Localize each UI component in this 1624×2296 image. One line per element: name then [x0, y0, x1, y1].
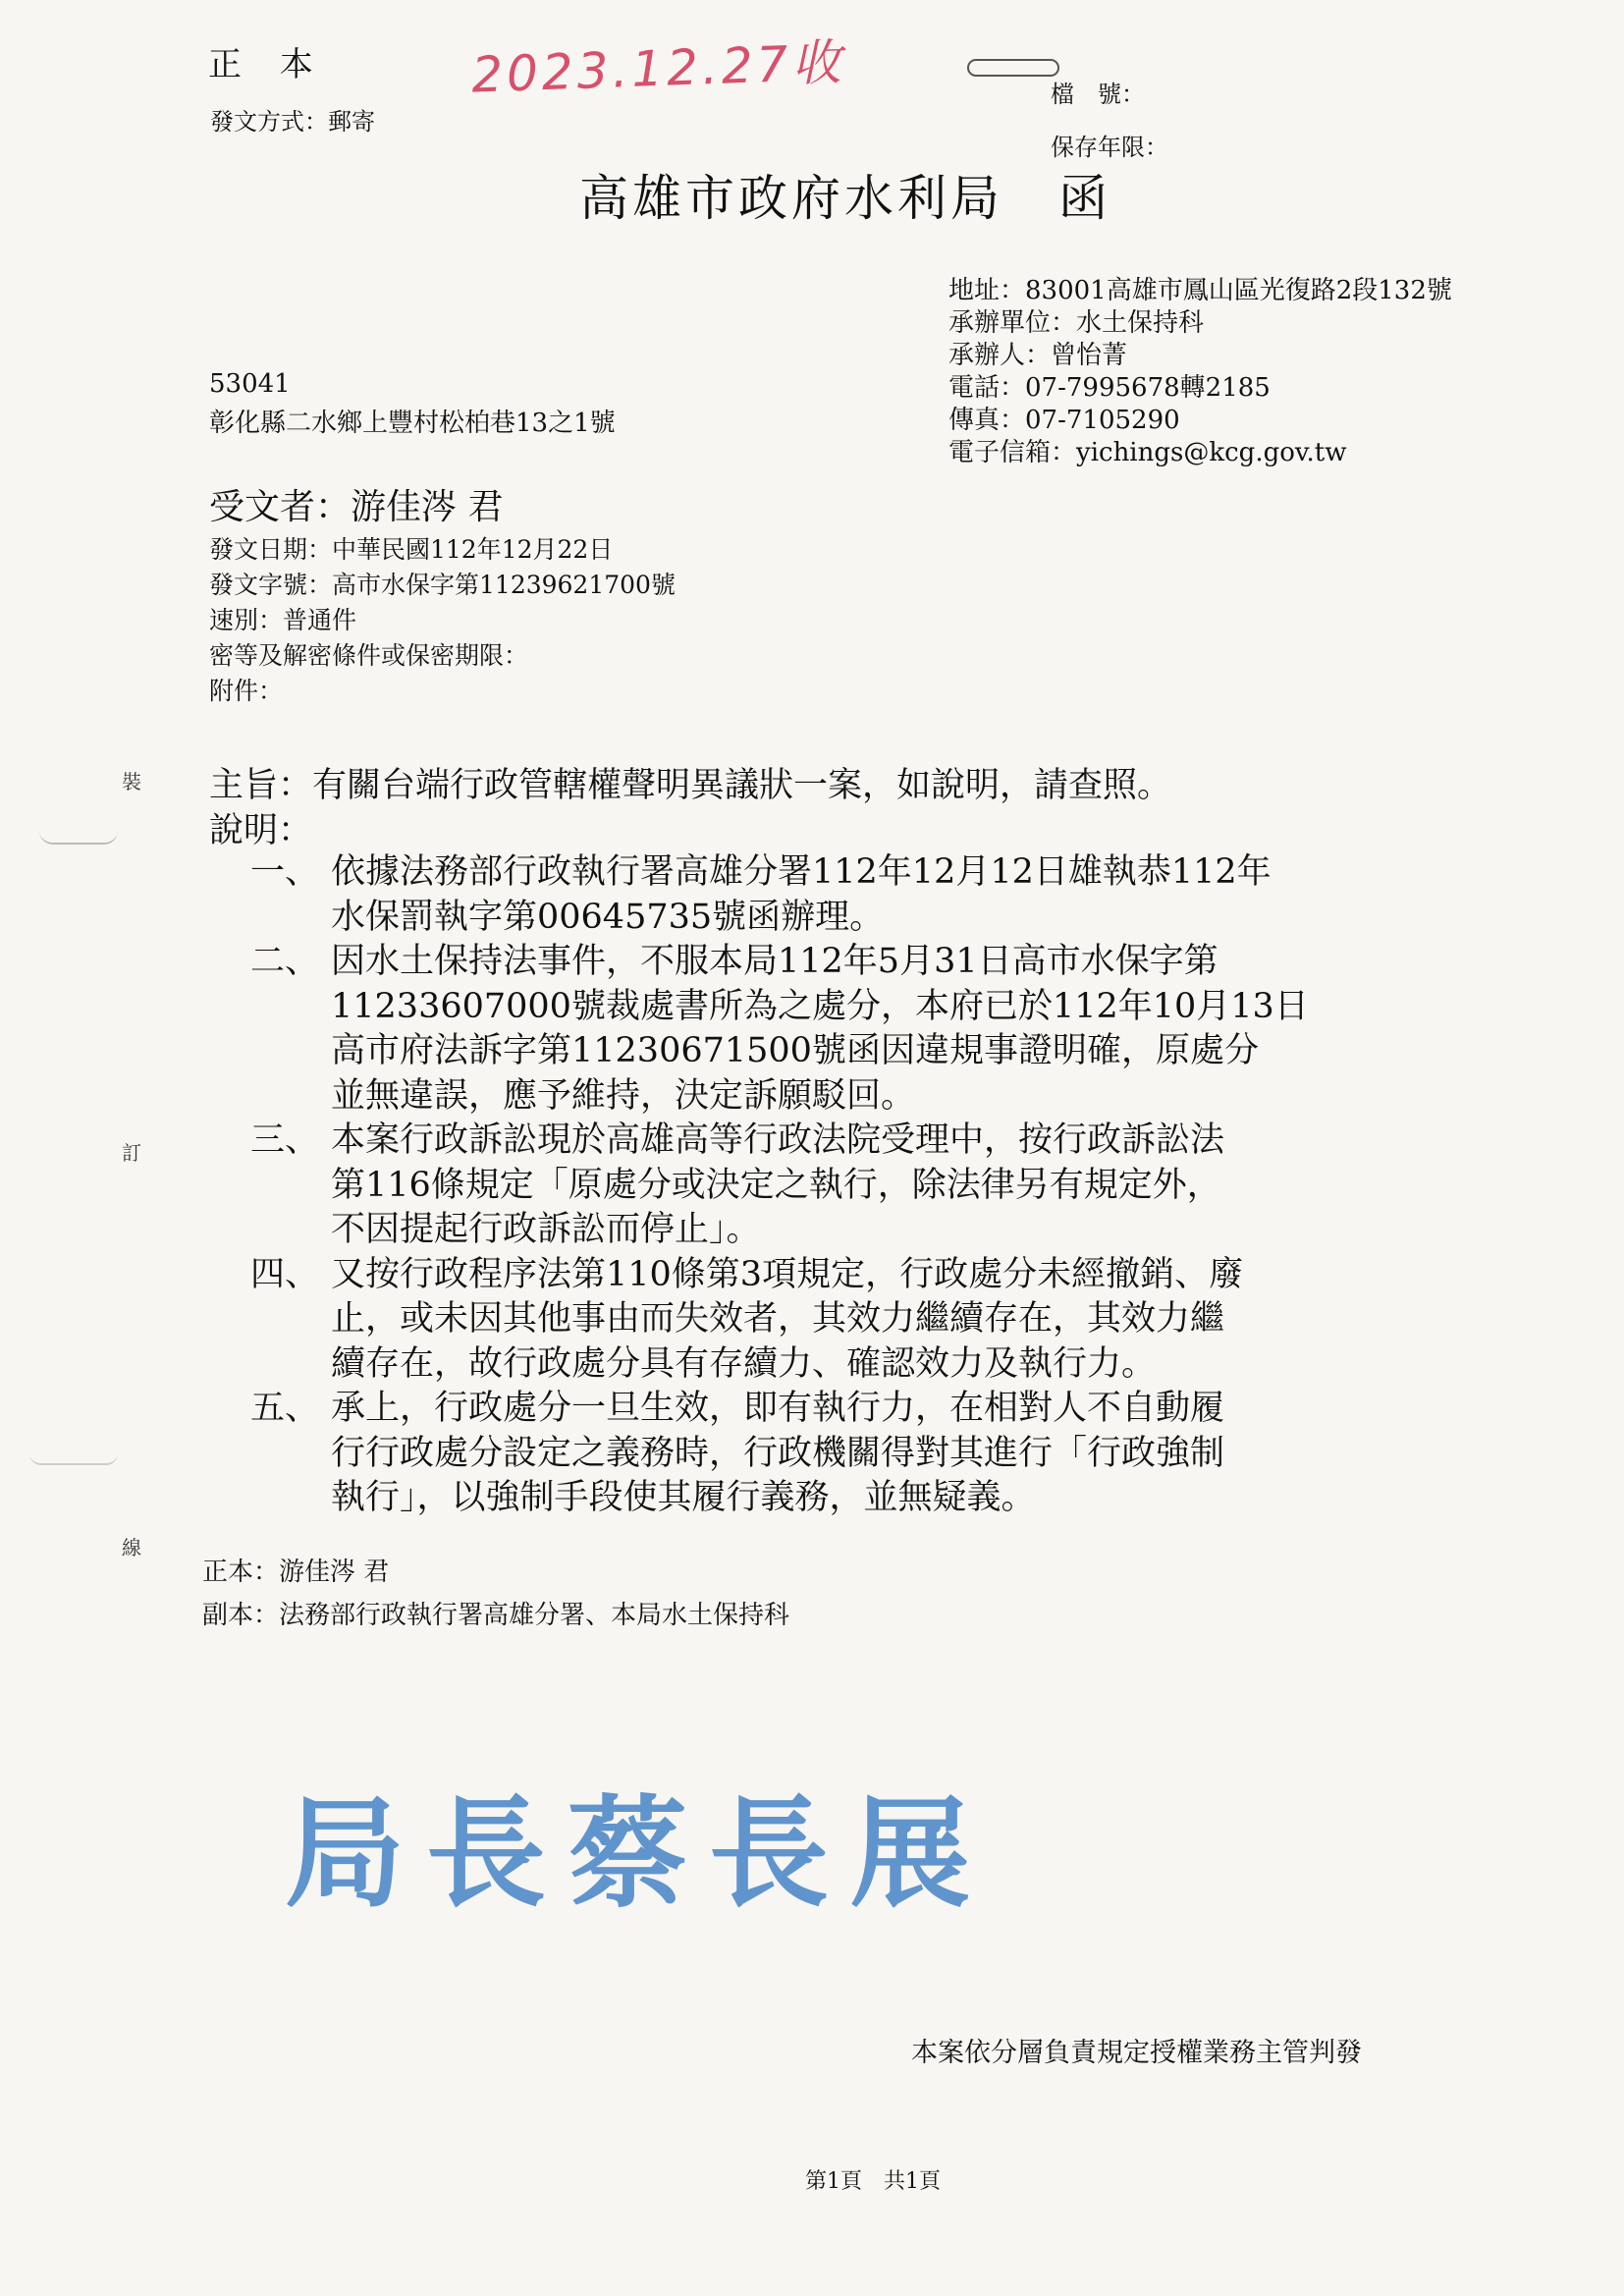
handwritten-received-date: 2023.12.27收 [470, 33, 846, 104]
item-line: 又按行政程序法第110條第3項規定，行政處分未經撤銷、廢 [331, 1254, 1244, 1294]
contact-email: 電子信箱：yichings@kcg.gov.tw [948, 438, 1347, 467]
list-item [250, 940, 1468, 1119]
item-line: 續存在，故行政處分具有存續力、確認效力及執行力。 [331, 1343, 1157, 1384]
file-number-label: 檔 號： [1051, 81, 1145, 108]
binding-mark-2: 訂 [122, 1141, 141, 1165]
document-meta [209, 532, 676, 709]
subject: 主旨：有關台端行政管轄權聲明異議狀一案，如說明，請查照。 [209, 766, 1172, 805]
director-seal-stamp: 局長蔡長展 [285, 1782, 992, 1924]
page-number: 第1頁 共1頁 [805, 2169, 941, 2194]
document-number: 發文字號：高市水保字第11239621700號 [209, 571, 676, 599]
cc-original: 正本：游佳涔 君 [202, 1558, 390, 1587]
document-title [579, 159, 1111, 230]
list-item [250, 1119, 1468, 1253]
item-line: 依據法務部行政執行署高雄分署112年12月12日雄執恭112年 [331, 852, 1272, 892]
contact-block [948, 275, 1452, 469]
item-number: 五、 [250, 1389, 320, 1428]
paper-fold-mark [39, 831, 118, 845]
copy-type-label: 正 本 [208, 45, 327, 84]
item-line: 執行」，以強制手段使其履行義務，並無疑義。 [331, 1478, 1036, 1517]
item-line: 因水土保持法事件，不服本局112年5月31日高市水保字第 [331, 942, 1218, 981]
contact-person: 承辦人：曾怡菁 [948, 341, 1128, 370]
binding-mark-1: 裝 [122, 770, 141, 793]
explanation-label: 說明： [209, 811, 313, 850]
item-line: 行行政處分設定之義務時，行政機關得對其進行「行政強制 [331, 1433, 1225, 1473]
list-item [250, 1387, 1468, 1521]
item-line: 止，或未因其他事由而失效者，其效力繼續存在，其效力繼 [331, 1299, 1225, 1339]
explanation-list [250, 850, 1468, 1521]
authorization-note: 本案依分層負責規定授權業務主管判發 [911, 2038, 1362, 2068]
contact-phone: 電話：07-7995678轉2185 [948, 373, 1271, 403]
contact-fax: 傳真：07-7105290 [948, 406, 1180, 435]
urgency: 速別：普通件 [209, 606, 357, 634]
item-line: 高市府法訴字第11230671500號函因違規事證明確，原處分 [331, 1031, 1259, 1070]
item-line: 11233607000號裁處書所為之處分，本府已於112年10月13日 [331, 986, 1309, 1026]
item-line: 水保罰執字第00645735號函辦理。 [331, 897, 885, 937]
send-method: 發文方式：郵寄 [210, 108, 375, 136]
item-line: 本案行政訴訟現於高雄高等行政法院受理中，按行政訴訟法 [331, 1121, 1225, 1160]
attachments: 附件： [209, 677, 284, 705]
item-line: 並無違誤，應予維持，決定訴願駁回。 [331, 1075, 916, 1116]
recipient: 受文者：游佳涔 君 [209, 487, 504, 527]
issue-date: 發文日期：中華民國112年12月22日 [209, 535, 614, 564]
item-line: 第116條規定「原處分或決定之執行，除法律另有規定外， [331, 1165, 1221, 1205]
contact-address: 地址：83001高雄市鳳山區光復路2段132號 [948, 276, 1452, 305]
confidentiality: 密等及解密條件或保密期限： [209, 641, 529, 670]
item-line: 承上，行政處分一旦生效，即有執行力，在相對人不自動履 [331, 1389, 1225, 1428]
item-number: 一、 [250, 852, 320, 892]
agency-name: 高雄市政府水利局 [579, 170, 1003, 227]
document-type: 函 [1058, 170, 1111, 227]
item-number: 三、 [250, 1121, 320, 1160]
contact-unit: 承辦單位：水土保持科 [948, 308, 1205, 338]
staple-mark [967, 59, 1059, 77]
retention-period-label: 保存年限： [1051, 134, 1168, 161]
recipient-zip: 53041 [209, 369, 291, 399]
item-number: 二、 [250, 942, 320, 981]
item-line: 不因提起行政訴訟而停止」。 [331, 1210, 761, 1249]
list-item [250, 1253, 1468, 1388]
paper-fold-mark [29, 1453, 118, 1465]
item-number: 四、 [250, 1254, 320, 1294]
binding-mark-3: 線 [122, 1536, 141, 1559]
recipient-address: 彰化縣二水鄉上豐村松柏巷13之1號 [209, 409, 616, 438]
cc-copy: 副本：法務部行政執行署高雄分署、本局水土保持科 [202, 1601, 790, 1630]
list-item [250, 850, 1468, 940]
